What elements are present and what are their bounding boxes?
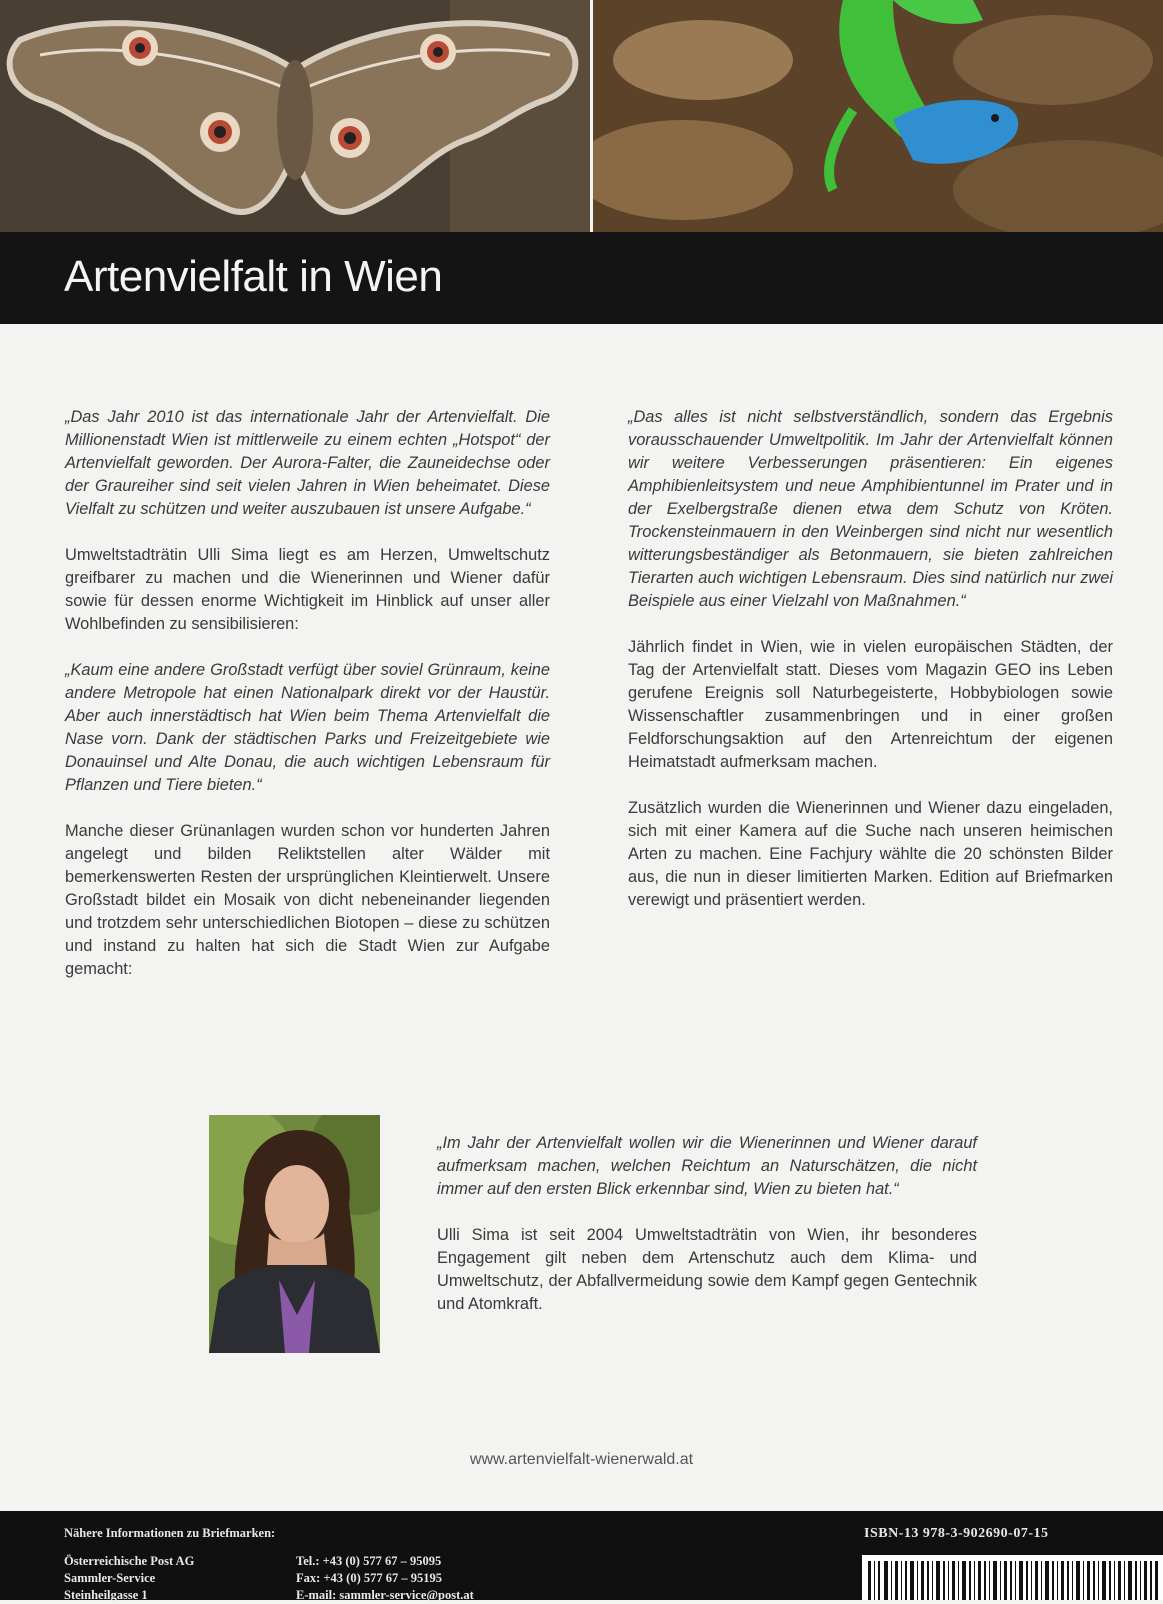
bio-text: Ulli Sima ist seit 2004 Umweltstadträtin von Wien, ihr besonderes Engagement gilt neben dem Artenschutz auch dem Klima- und Umweltschutz, der Abfallvermeidung sowie dem Kampf gegen Gentechnik und Atomkraft.: [437, 1226, 977, 1313]
left-paragraph-3: „Kaum eine andere Großstadt verfügt über soviel Grünraum, keine andere Metropole hat einen Nationalpark direkt vor der Haustür. Aber auch innerstädtisch hat Wien beim Thema Artenvielfalt die Nase vorn. Dank der städtischen Parks und Freizeitgebiete wie Donauinsel und Alte Donau, die auch wichtigen Lebensraum für Pflanzen und Tiere bieten.“: [65, 661, 550, 794]
footer-address-line: Österreichische Post AG: [64, 1554, 195, 1568]
lizard-photo: [593, 0, 1163, 232]
footer-heading: Nähere Informationen zu Briefmarken:: [64, 1526, 276, 1540]
portrait-photo: [209, 1115, 380, 1353]
bio-block: [437, 1132, 977, 1339]
barcode-icon: [862, 1555, 1163, 1600]
left-paragraph-2: Umweltstadträtin Ulli Sima liegt es am Herzen, Umweltschutz greifbarer zu machen und die Wienerinnen und Wiener dafür sowie für dessen enorme Wichtigkeit im Hinblick auf unser aller Wohlbefinden zu sensibilisieren:: [65, 546, 550, 633]
left-paragraph-4: Manche dieser Grünanlagen wurden schon vor hunderten Jahren angelegt und bilden Reliktstellen alter Wälder mit bemerkenswerten Resten der ursprünglichen Kleintierwelt. Unsere Großstadt bildet ein Mosaik von dicht nebeneinander liegenden und trotzdem sehr unterschiedlichen Biotopen – diese zu schützen und instand zu halten hat sich die Stadt Wien zur Aufgabe gemacht:: [65, 822, 550, 978]
left-paragraph-1: „Das Jahr 2010 ist das internationale Jahr der Artenvielfalt. Die Millionenstadt Wien ist mittlerweile zu einem echten „Hotspot“ der Artenvielfalt geworden. Der Aurora-Falter, die Zauneidechse oder der Graureiher sind seit vielen Jahren in Wien beheimatet. Diese Vielfalt zu schützen und weiter auszubauen ist unsere Aufgabe.“: [65, 408, 550, 518]
moth-photo: [0, 0, 590, 232]
left-column: [65, 406, 550, 1004]
page-title: Artenvielfalt in Wien: [64, 252, 443, 301]
right-paragraph-2: Jährlich findet in Wien, wie in vielen europäischen Städten, der Tag der Artenvielfalt statt. Dieses vom Magazin GEO ins Leben gerufene Ereignis soll Naturbegeisterte, Hobbybiologen sowie Wissenschaftler zusammenbringen und in einer großen Feldforschungsaktion auf den Artenreichtum der eigenen Heimatstadt aufmerksam machen.: [628, 638, 1113, 771]
website-link[interactable]: www.artenvielfalt-wienerwald.at: [469, 1451, 694, 1468]
footer-address-line: Sammler-Service: [64, 1571, 156, 1585]
footer-contact-line: Fax: +43 (0) 577 67 – 95195: [296, 1571, 442, 1585]
right-paragraph-1: „Das alles ist nicht selbstverständlich, sondern das Ergebnis vorausschauender Umweltpolitik. Im Jahr der Artenvielfalt können wir weitere Verbesserungen präsentieren: Ein eigenes Amphibienleitsystem und neue Amphibientunnel im Prater und in der Exelbergstraße dienen etwa dem Schutz von Kröten. Trockensteinmauern in den Weinbergen sind nicht nur wesentlich witterungsbeständiger als Betonmauern, sie bieten zahlreichen Tierarten auch wichtigen Lebensraum. Dies sind natürlich nur zwei Beispiele aus einer Vielzahl von Maßnahmen.“: [628, 408, 1113, 610]
right-column: [628, 406, 1113, 935]
footer-contact-line: Tel.: +43 (0) 577 67 – 95095: [296, 1554, 442, 1568]
photo-strip: [0, 0, 1163, 232]
isbn: ISBN-13 978-3-902690-07-15: [864, 1526, 1049, 1541]
footer: [0, 1511, 1163, 1600]
bio-quote: „Im Jahr der Artenvielfalt wollen wir die Wienerinnen und Wiener darauf aufmerksam machen, welchen Reichtum an Naturschätzen, die nicht immer auf den ersten Blick erkennbar sind, Wien zu bieten hat.“: [437, 1134, 977, 1198]
footer-address-line: Steinheilgasse 1: [64, 1588, 148, 1602]
footer-contact-line: E-mail: sammler-service@post.at: [296, 1588, 474, 1602]
right-paragraph-3: Zusätzlich wurden die Wienerinnen und Wiener dazu eingeladen, sich mit einer Kamera auf die Suche nach unseren heimischen Arten zu machen. Eine Fachjury wählte die 20 schönsten Bilder aus, die nun in dieser limitierten Marken. Edition auf Briefmarken verewigt und präsentiert werden.: [628, 799, 1113, 909]
